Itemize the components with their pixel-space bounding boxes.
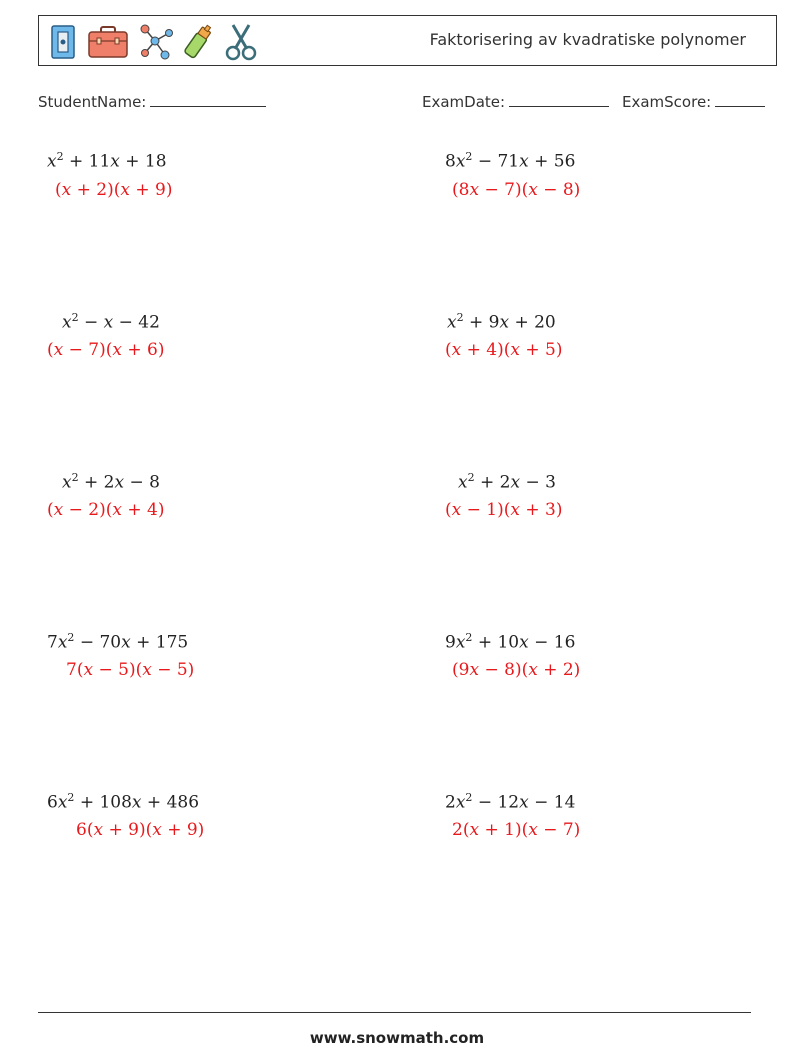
answer-2: (8x − 7)(x − 8) (452, 180, 581, 200)
answer-9: 6(x + 9)(x + 9) (76, 820, 205, 840)
answer-8: (9x − 8)(x + 2) (452, 660, 581, 680)
problem-4: $x^2 + 9x + 20$ (447, 311, 556, 333)
student-name-blank[interactable] (150, 94, 266, 107)
problem-2: $8x^2 - 71x + 56$ (445, 150, 576, 172)
exam-score-field (622, 93, 765, 111)
answer-4: (x + 4)(x + 5) (445, 340, 563, 360)
problem-5: $x^2 + 2x - 8$ (62, 471, 160, 493)
pencil-sharpener-icon (49, 24, 77, 60)
problem-9: $6x^2 + 108x + 486$ (47, 791, 200, 813)
answer-3: (x − 7)(x + 6) (47, 340, 165, 360)
exam-score-label: ExamScore: (622, 93, 712, 111)
problem-7: $7x^2 - 70x + 175$ (47, 631, 189, 653)
answer-7: 7(x − 5)(x − 5) (66, 660, 195, 680)
answer-5: (x − 2)(x + 4) (47, 500, 165, 520)
exam-date-blank[interactable] (509, 94, 609, 107)
student-name-field (38, 93, 266, 111)
exam-score-blank[interactable] (715, 94, 765, 107)
footer-divider (38, 1012, 751, 1013)
answer-10: 2(x + 1)(x − 7) (452, 820, 581, 840)
glue-bottle-icon (183, 22, 213, 62)
scissors-icon (223, 23, 259, 61)
answer-6: (x − 1)(x + 3) (445, 500, 563, 520)
page-title: Faktorisering av kvadratiske polynomer (429, 30, 746, 49)
answer-1: (x + 2)(x + 9) (55, 180, 173, 200)
header-box (38, 15, 777, 66)
molecule-icon (139, 23, 173, 61)
briefcase-icon (87, 25, 129, 59)
problem-8: $9x^2 + 10x - 16$ (445, 631, 576, 653)
header-icons (49, 22, 259, 62)
exam-date-field (422, 93, 609, 111)
problem-1: $x^2 + 11x + 18$ (47, 150, 167, 172)
footer-url[interactable]: www.snowmath.com (309, 1029, 485, 1047)
problem-10: $2x^2 - 12x - 14$ (445, 791, 576, 813)
student-name-label: StudentName: (38, 93, 147, 111)
problem-3: $x^2 - x - 42$ (62, 311, 160, 333)
exam-date-label: ExamDate: (422, 93, 506, 111)
problem-6: $x^2 + 2x - 3$ (458, 471, 556, 493)
